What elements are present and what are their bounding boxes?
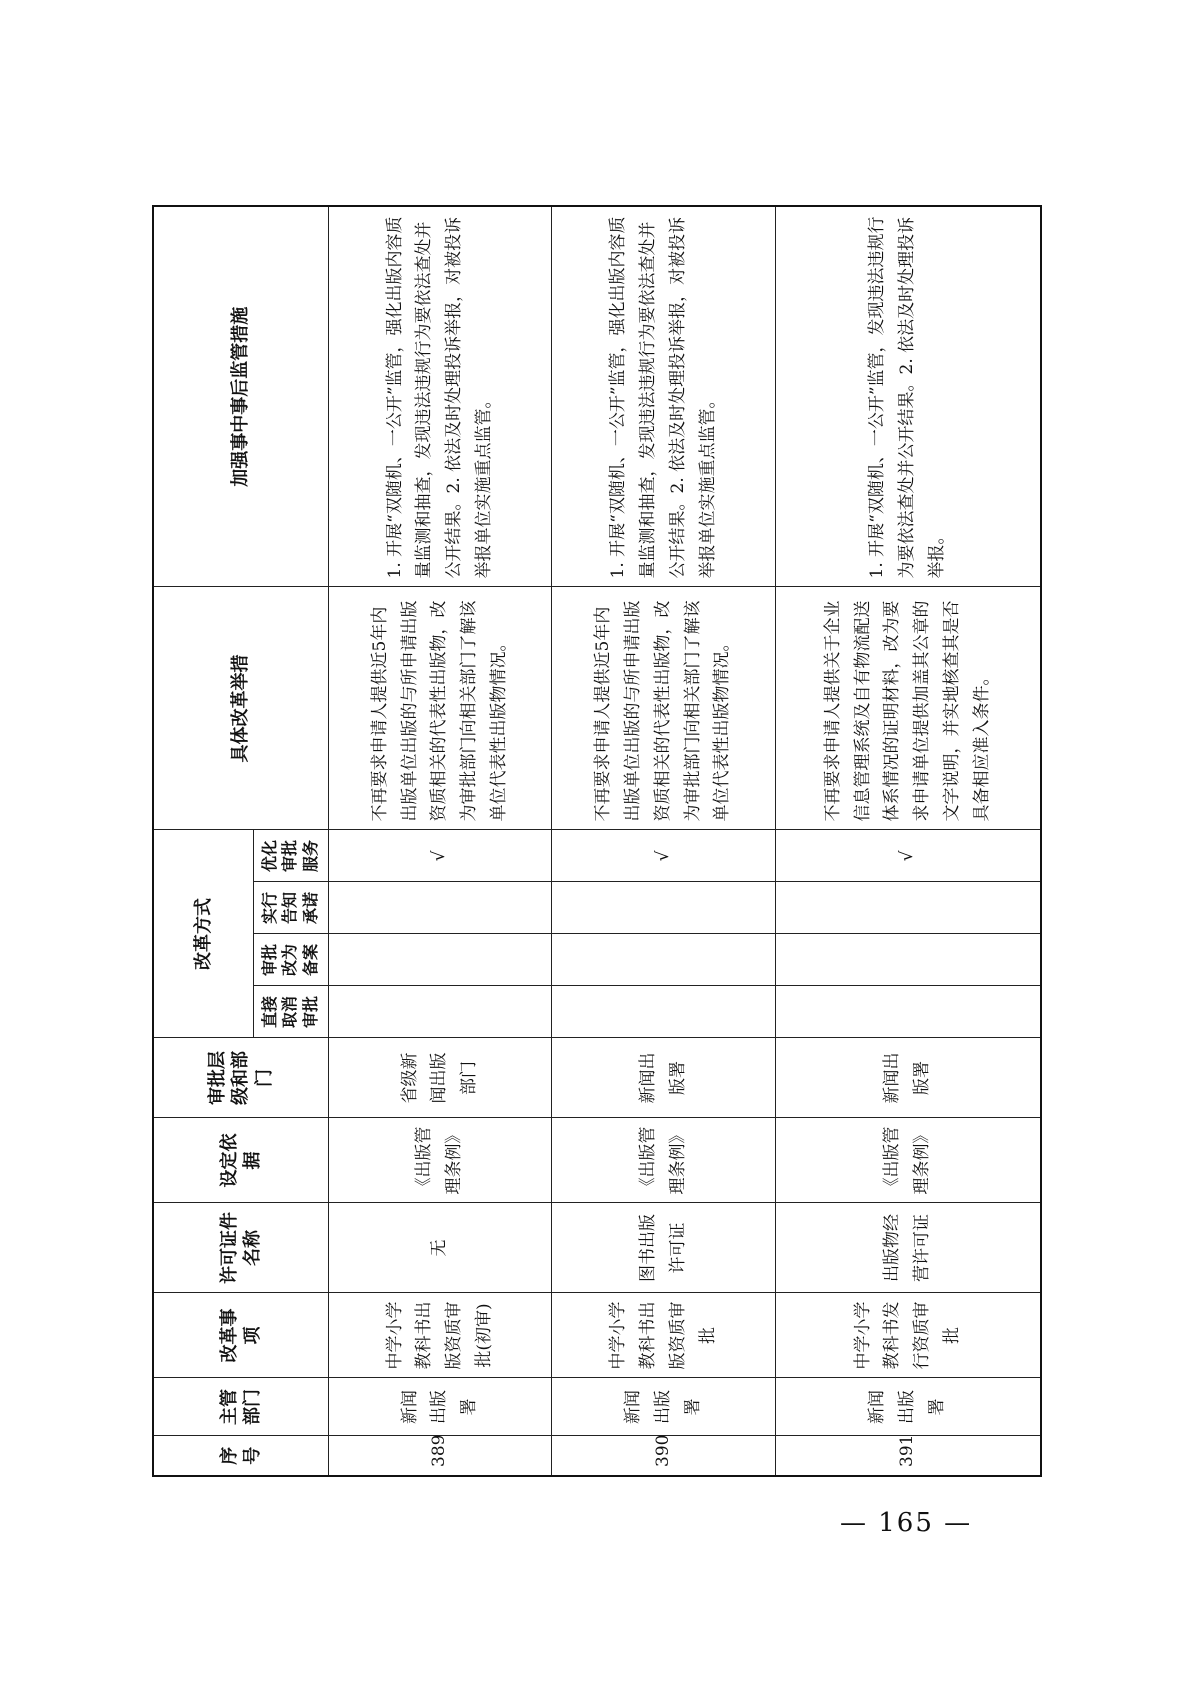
cell-dept: 新闻出版署 — [776, 1378, 1041, 1436]
table-row — [328, 206, 552, 1476]
header-dept: 主管部门 — [153, 1378, 328, 1436]
cell-license: 图书出版许可证 — [552, 1203, 776, 1293]
header-mode-optimize: 优化审批服务 — [253, 830, 328, 882]
cell-dept: 新闻出版署 — [552, 1378, 776, 1436]
cell-mode-filing — [552, 934, 776, 986]
cell-item: 中学小学教科书出版资质审批 — [552, 1293, 776, 1378]
cell-basis: 《出版管理条例》 — [776, 1118, 1041, 1203]
table-row — [552, 206, 776, 1476]
cell-mode-optimize: √ — [328, 830, 552, 882]
cell-dept: 新闻出版署 — [328, 1378, 552, 1436]
cell-level: 新闻出版署 — [776, 1038, 1041, 1118]
header-license: 许可证件名称 — [153, 1203, 328, 1293]
header-item: 改革事项 — [153, 1293, 328, 1378]
cell-mode-filing — [776, 934, 1041, 986]
cell-mode-promise — [776, 882, 1041, 934]
cell-basis: 《出版管理条例》 — [552, 1118, 776, 1203]
cell-mode-promise — [328, 882, 552, 934]
cell-mode-cancel — [552, 986, 776, 1038]
cell-mode-cancel — [776, 986, 1041, 1038]
cell-item: 中学小学教科书发行资质审批 — [776, 1293, 1041, 1378]
cell-mode-optimize: √ — [552, 830, 776, 882]
rotated-table-container — [152, 207, 1042, 1477]
cell-seq: 390 — [552, 1436, 776, 1476]
cell-mode-promise — [552, 882, 776, 934]
cell-seq: 391 — [776, 1436, 1041, 1476]
cell-supervision: 1. 开展“双随机、一公开”监管，强化出版内容质量监测和抽查，发现违法违规行为要依法查处并公开结果。2. 依法及时处理投诉举报，对被投诉举报单位实施重点监管。 — [552, 206, 776, 587]
header-seq: 序号 — [153, 1436, 328, 1476]
header-measures: 具体改革举措 — [153, 587, 328, 830]
header-mode-cancel: 直接取消审批 — [253, 986, 328, 1038]
cell-measures: 不再要求申请人提供关于企业信息管理系统及自有物流配送体系情况的证明材料，改为要求申请单位提供加盖其公章的文字说明，并实地核查其是否具备相应准入条件。 — [776, 587, 1041, 830]
header-mode-filing: 审批改为备案 — [253, 934, 328, 986]
cell-level: 省级新闻出版部门 — [328, 1038, 552, 1118]
page-number: — 165 — — [840, 1508, 973, 1538]
cell-mode-filing — [328, 934, 552, 986]
table-row — [776, 206, 1041, 1476]
header-basis: 设定依据 — [153, 1118, 328, 1203]
cell-mode-optimize: √ — [776, 830, 1041, 882]
cell-level: 新闻出版署 — [552, 1038, 776, 1118]
reform-table — [152, 205, 1042, 1477]
header-supervision: 加强事中事后监管措施 — [153, 206, 328, 587]
cell-supervision: 1. 开展“双随机、一公开”监管，强化出版内容质量监测和抽查，发现违法违规行为要依法查处并公开结果。2. 依法及时处理投诉举报，对被投诉举报单位实施重点监管。 — [328, 206, 552, 587]
header-mode-promise: 实行告知承诺 — [253, 882, 328, 934]
cell-license: 出版物经营许可证 — [776, 1203, 1041, 1293]
cell-measures: 不再要求申请人提供近5年内出版单位出版的与所申请出版资质相关的代表性出版物，改为审批部门向相关部门了解该单位代表性出版物情况。 — [552, 587, 776, 830]
header-level: 审批层级和部门 — [153, 1038, 328, 1118]
cell-mode-cancel — [328, 986, 552, 1038]
cell-seq: 389 — [328, 1436, 552, 1476]
header-mode-group: 改革方式 — [153, 830, 253, 1038]
cell-measures: 不再要求申请人提供近5年内出版单位出版的与所申请出版资质相关的代表性出版物，改为审批部门向相关部门了解该单位代表性出版物情况。 — [328, 587, 552, 830]
cell-license: 无 — [328, 1203, 552, 1293]
cell-supervision: 1. 开展“双随机、一公开”监管，发现违法违规行为要依法查处并公开结果。2. 依法及时处理投诉举报。 — [776, 206, 1041, 587]
cell-basis: 《出版管理条例》 — [328, 1118, 552, 1203]
cell-item: 中学小学教科书出版资质审批(初审) — [328, 1293, 552, 1378]
